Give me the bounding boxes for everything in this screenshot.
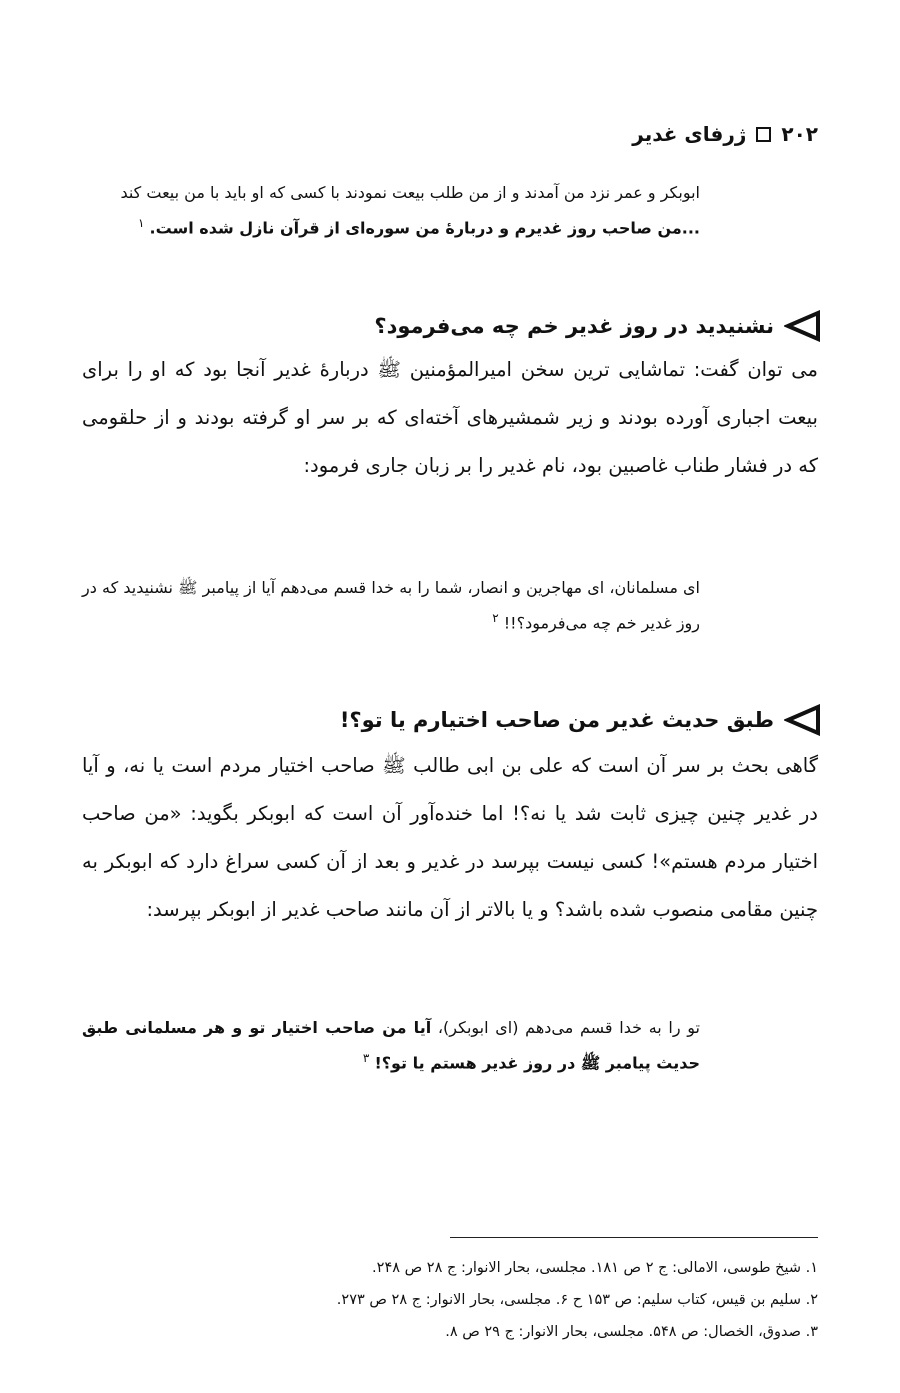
footnote-ref-1[interactable]: ۱	[137, 216, 145, 230]
footnotes	[82, 1252, 818, 1348]
quote-block-2	[82, 573, 700, 638]
quote-2-text: ای مسلمانان، ای مهاجرین و انصار، شما را به خدا قسم می‌دهم آیا از پیامبر ﷺ نشنیدید که در روز غدیر خم چه می‌فرمود؟!!	[82, 578, 700, 633]
section-heading-2-text: طبق حدیث غدیر من صاحب اختیارم یا تو؟!	[339, 708, 774, 732]
quote-block-1	[82, 178, 700, 243]
quote-3-bold: آیا من صاحب اختیار تو و هر مسلمانی طبق حدیث پیامبر ﷺ در روز غدیر هستم یا تو؟!	[82, 1018, 700, 1073]
page-header	[632, 118, 818, 150]
footnote-1: ۱. شیخ طوسی، الامالی: ج ۲ ص ۱۸۱. مجلسی، بحار الانوار: ج ۲۸ ص ۲۴۸.	[372, 1260, 818, 1276]
square-separator-icon	[756, 127, 771, 142]
page-number: ۲۰۲	[781, 122, 818, 146]
footnote-ref-3[interactable]: ۳	[362, 1051, 370, 1065]
section-heading-1	[82, 306, 820, 346]
section-2-body: گاهی بحث بر سر آن است که علی بن ابی طالب ﷺ صاحب اختیار مردم است یا نه، و آیا در غدیر چنین چیزی ثابت شد یا نه؟! اما خنده‌آور آن است که ابوبکر بگوید: «من صاحب اختیار مردم هستم»! کسی نیست بپرسد در غدیر و بعد از آن کسی سراغ دارد که ابوبکر به چنین مقامی منصوب شده باشد؟ و یا بالاتر از آن مانند صاحب غدیر از ابوبکر بپرسد:	[82, 754, 818, 921]
triangle-bullet-icon	[784, 310, 820, 342]
triangle-bullet-icon	[784, 704, 820, 736]
section-heading-1-text: نشنیدید در روز غدیر خم چه می‌فرمود؟	[374, 314, 774, 338]
book-title: ژرفای غدیر	[632, 122, 747, 146]
footnote-ref-2[interactable]: ۲	[492, 611, 499, 625]
footnote-divider	[450, 1237, 818, 1238]
section-1-body: می توان گفت: تماشایی ترین سخن امیرالمؤمنین ﷺ دربارهٔ غدیر آنجا بود که او را برای بیعت اجباری آورده بودند و زیر شمشیرهای آخته‌ای که بر سر او گرفته بودند و از حلقومی که در فشار طناب غاصبین بود، نام غدیر را بر زبان جاری فرمود:	[82, 358, 818, 477]
quote-1-line-1: ابوبکر و عمر نزد من آمدند و از من طلب بیعت نمودند با کسی که او باید با من بیعت کند	[120, 183, 700, 202]
quote-3-intro: تو را به خدا قسم می‌دهم (ای ابوبکر)،	[437, 1018, 700, 1037]
section-heading-2	[82, 700, 820, 740]
quote-block-3	[82, 1013, 700, 1078]
quote-1-line-2: ...من صاحب روز غدیرم و دربارهٔ من سوره‌ای از قرآن نازل شده است.	[149, 218, 700, 238]
footnote-3: ۳. صدوق، الخصال: ص ۵۴۸. مجلسی، بحار الانوار: ج ۲۹ ص ۸.	[445, 1324, 818, 1340]
footnote-2: ۲. سلیم بن قیس، کتاب سلیم: ص ۱۵۳ ح ۶. مجلسی، بحار الانوار: ج ۲۸ ص ۲۷۳.	[336, 1292, 818, 1308]
